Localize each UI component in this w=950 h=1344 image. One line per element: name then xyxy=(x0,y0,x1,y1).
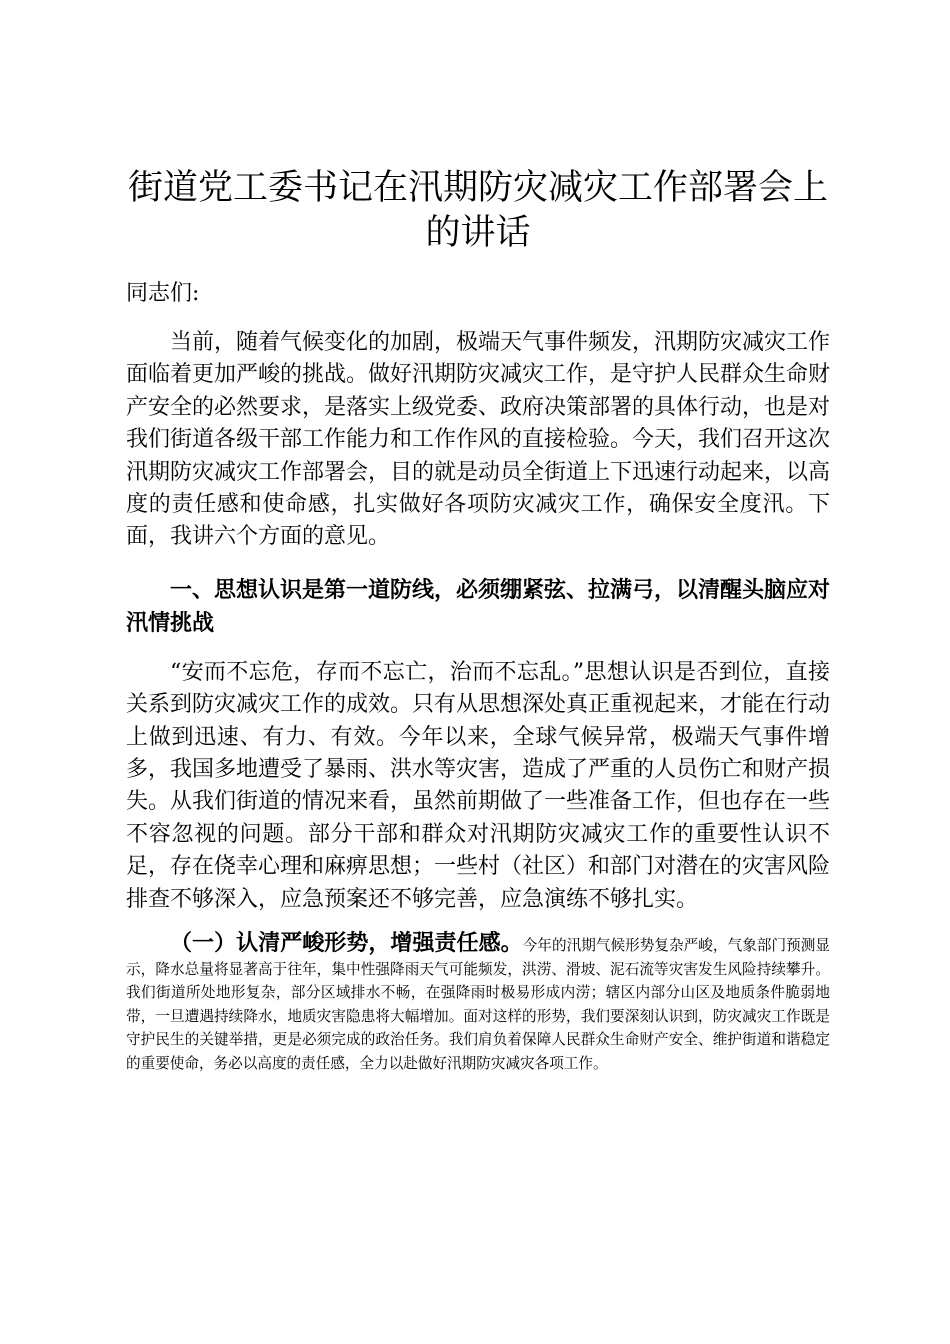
subsection-body: 今年的汛期气候形势复杂严峻，气象部门预测显示，降水总量将显著高于往年，集中性强降雨天气可能频发，洪涝、滑坡、泥石流等灾害发生风险持续攀升。我们街道所处地形复杂，部分区域排水不畅，在强降雨时极易形成内涝；辖区内部分山区及地质条件脆弱地带，一旦遭遇持续降水，地质灾害隐患将大幅增加。面对这样的形势，我们要深刻认识到，防灾减灾工作既是守护民生的关键举措，更是必须完成的政治任务。我们肩负着保障人民群众生命财产安全、维护街道和谐稳定的重要使命，务必以高度的责任感，全力以赴做好汛期防灾减灾各项工作。 xyxy=(126,937,830,1072)
intro-paragraph: 当前，随着气候变化的加剧，极端天气事件频发，汛期防灾减灾工作面临着更加严峻的挑战。做好汛期防灾减灾工作，是守护人民群众生命财产安全的必然要求，是落实上级党委、政府决策部署的具体行动，也是对我们街道各级干部工作能力和工作作风的直接检验。今天，我们召开这次汛期防灾减灾工作部署会，目的就是动员全街道上下迅速行动起来，以高度的责任感和使命感，扎实做好各项防灾减灾工作，确保安全度汛。下面，我讲六个方面的意见。 xyxy=(126,330,831,550)
section-heading: 一、思想认识是第一道防线，必须绷紧弦、拉满弓，以清醒头脑应对汛情挑战 xyxy=(126,576,831,636)
document-page xyxy=(126,166,830,1075)
subsection-heading: （一）认清严峻形势，增强责任感。 xyxy=(170,930,523,957)
section-paragraph: “安而不忘危，存而不忘亡，治而不忘乱。”思想认识是否到位，直接关系到防灾减灾工作的成效。只有从思想深处真正重视起来，才能在行动上做到迅速、有力、有效。今年以来，全球气候异常，极端天气事件增多，我国多地遭受了暴雨、洪水等灾害，造成了严重的人员伤亡和财产损失。从我们街道的情况来看，虽然前期做了一些准备工作，但也存在一些不容忽视的问题。部分干部和群众对汛期防灾减灾工作的重要性认识不足，存在侥幸心理和麻痹思想；一些村（社区）和部门对潜在的灾害风险排查不够深入，应急预案还不够完善，应急演练不够扎实。 xyxy=(126,659,831,912)
salutation: 同志们: xyxy=(126,281,200,306)
document-title: 街道党工委书记在汛期防灾减灾工作部署会上的讲话 xyxy=(127,168,828,253)
subsection-paragraph xyxy=(126,932,830,1075)
